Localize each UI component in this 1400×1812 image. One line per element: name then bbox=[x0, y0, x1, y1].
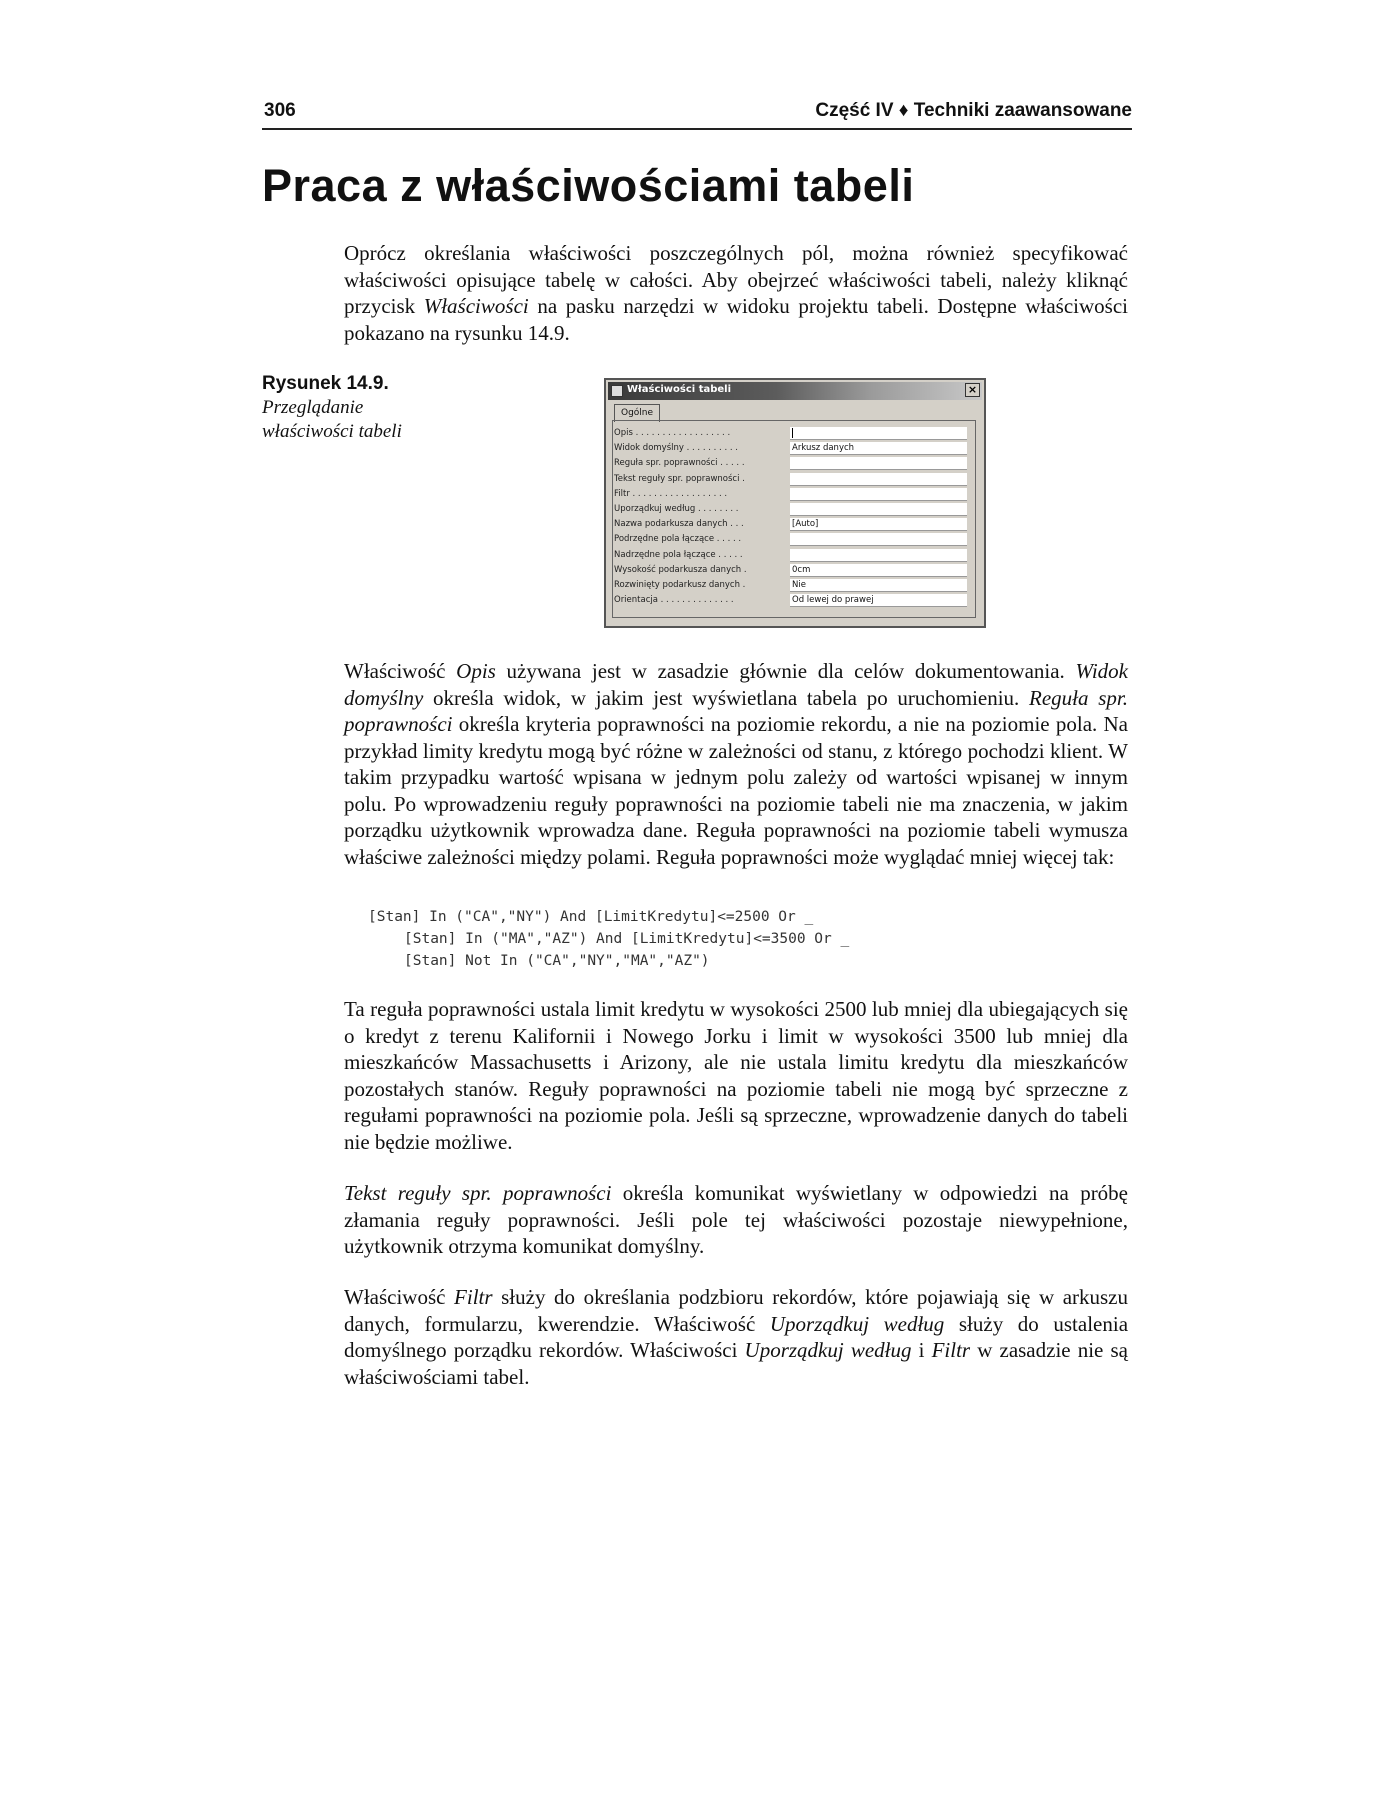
italic-term: Uporządkuj według bbox=[769, 1311, 945, 1336]
text-run: Właściwość bbox=[344, 659, 457, 683]
dialog-title: Właściwości tabeli bbox=[627, 384, 732, 395]
property-value-field[interactable]: Nie bbox=[790, 579, 967, 592]
property-label: Nadrzędne pola łączące . . . . . bbox=[614, 549, 743, 560]
text-run: na pasku narzędzi w widoku projektu tabeli. Dostępne właściwości pokazano na rysunku 14.9. bbox=[344, 294, 1128, 345]
close-icon[interactable]: × bbox=[965, 383, 980, 397]
window-icon bbox=[611, 385, 623, 397]
code-line: [Stan] In ("MA","AZ") And [LimitKredytu]<=3500 Or _ bbox=[404, 931, 850, 947]
property-value-field[interactable] bbox=[790, 473, 967, 486]
property-label: Rozwinięty podarkusz danych . bbox=[614, 580, 746, 590]
italic-term: Widok domyślny bbox=[344, 659, 1128, 710]
code-line: [Stan] Not In ("CA","NY","MA","AZ") bbox=[404, 953, 710, 969]
text-run: Ta reguła poprawności ustala limit kredytu w wysokości 2500 lub mniej dla ubiegających się o kredyt z terenu Kalifornii i Nowego Jorku i limit w wysokości 3500 lub mniej dla mieszkańców Massachusetts i Arizony, ale nie ustala limitu kredytu dla mieszkańców pozostałych stanów. Reguły poprawności na poziomie tabeli nie mogą być sprzeczne z regułami poprawności na poziomie pola. Jeśli są sprzeczne, wprowadzenie danych do tabeli nie będzie możliwe. bbox=[344, 997, 1128, 1154]
dialog-titlebar bbox=[608, 382, 982, 400]
property-value-field[interactable] bbox=[790, 549, 967, 562]
text-run: i bbox=[911, 1338, 932, 1362]
property-row bbox=[614, 563, 974, 578]
italic-term: Tekst reguły spr. poprawności bbox=[344, 1181, 612, 1205]
property-row bbox=[614, 593, 974, 608]
property-label: Filtr . . . . . . . . . . . . . . . . . . bbox=[614, 488, 728, 499]
part-title: Część IV ♦ Techniki zaawansowane bbox=[815, 100, 1132, 121]
property-row bbox=[614, 426, 974, 441]
running-header bbox=[262, 98, 1132, 130]
paragraph-4 bbox=[344, 1180, 1128, 1260]
property-value-field[interactable]: 0cm bbox=[790, 564, 967, 577]
property-row bbox=[614, 472, 974, 487]
paragraph-2 bbox=[344, 658, 1128, 870]
property-label: Uporządkuj według . . . . . . . . bbox=[614, 504, 739, 514]
text-run: Oprócz określania właściwości poszczególnych pól, można również specyfikować właściwości opisujące tabelę w całości. Aby obejrzeć właściwości tabeli, należy kliknąć przycisk bbox=[344, 241, 1128, 318]
property-value-field[interactable]: Od lewej do prawej bbox=[790, 594, 967, 607]
property-value-field[interactable] bbox=[790, 488, 967, 501]
property-value-field[interactable] bbox=[790, 503, 967, 516]
property-label: Orientacja . . . . . . . . . . . . . . bbox=[614, 595, 734, 606]
property-row bbox=[614, 502, 974, 517]
property-label: Podrzędne pola łączące . . . . . bbox=[614, 534, 742, 545]
property-value-field[interactable] bbox=[790, 457, 967, 470]
tab-general[interactable]: Ogólne bbox=[614, 404, 660, 422]
paragraph-5 bbox=[344, 1284, 1128, 1390]
property-row bbox=[614, 517, 974, 532]
italic-term: Właściwości bbox=[423, 294, 529, 318]
text-run: używana jest w zasadzie głównie dla celów dokumentowania. bbox=[495, 659, 1076, 683]
text-cursor bbox=[792, 428, 793, 438]
property-row bbox=[614, 487, 974, 502]
property-value-field[interactable]: Arkusz danych bbox=[790, 442, 967, 455]
property-label: Reguła spr. poprawności . . . . . bbox=[614, 458, 745, 469]
italic-term: Reguła spr. poprawności bbox=[344, 685, 1128, 736]
italic-term: Filtr bbox=[454, 1285, 493, 1309]
property-label: Nazwa podarkusza danych . . . bbox=[614, 519, 744, 530]
property-value-field[interactable]: [Auto] bbox=[790, 518, 967, 531]
paragraph-3 bbox=[344, 996, 1128, 1155]
italic-term: Opis bbox=[456, 659, 496, 683]
property-label: Widok domyślny . . . . . . . . . . bbox=[614, 443, 738, 454]
page-number: 306 bbox=[264, 100, 296, 121]
property-row bbox=[614, 532, 974, 547]
property-row bbox=[614, 456, 974, 471]
figure-label: Rysunek 14.9. bbox=[262, 373, 389, 394]
text-run: określa kryteria poprawności na poziomie rekordu, a nie na poziomie pola. Na przykład limity kredytu mogą być różne w zależności od stanu, z którego pochodzi klient. W takim przypadku wartość wpisana w jednym polu zależy od wartości wpisanej w innym polu. Po wprowadzeniu reguły poprawności na poziomie tabeli nie ma znaczenia, w jakim porządku użytkownik wprowadza dane. Reguła poprawności na poziomie tabeli wymusza właściwe zależności między polami. Reguła poprawności może wyglądać mniej więcej tak: bbox=[344, 712, 1128, 869]
property-value-field[interactable] bbox=[790, 427, 967, 440]
text-run: określa komunikat wyświetlany w odpowiedzi na próbę złamania reguły poprawności. Jeśli pole tej właściwości pozostaje niewypełnione, użytkownik otrzyma komunikat domyślny. bbox=[344, 1181, 1129, 1258]
section-title: Praca z właściwościami tabeli bbox=[262, 160, 915, 211]
property-row bbox=[614, 548, 974, 563]
table-properties-dialog bbox=[604, 378, 986, 628]
intro-paragraph bbox=[344, 240, 1128, 346]
text-run: służy do określania podzbioru rekordów, które pojawiają się w arkuszu danych, formularzu, kwerendzie. Właściwość bbox=[344, 1285, 1128, 1336]
property-value-field[interactable] bbox=[790, 533, 967, 546]
property-row bbox=[614, 578, 974, 593]
property-label: Wysokość podarkusza danych . bbox=[614, 564, 747, 575]
figure-caption bbox=[262, 372, 412, 444]
italic-term: Filtr bbox=[931, 1338, 971, 1362]
property-row bbox=[614, 441, 974, 456]
text-run: określa widok, w jakim jest wyświetlana tabela po uruchomieniu. bbox=[423, 685, 1030, 710]
text-run: służy do ustalenia domyślnego porządku rekordów. Właściwości bbox=[344, 1311, 1129, 1362]
property-label: Opis . . . . . . . . . . . . . . . . . . bbox=[614, 428, 731, 438]
text-run: Właściwość bbox=[344, 1285, 455, 1309]
code-listing bbox=[368, 906, 849, 972]
property-label: Tekst reguły spr. poprawności . bbox=[614, 473, 745, 484]
italic-term: Uporządkuj według bbox=[744, 1338, 912, 1362]
figure-caption-text: Przeglądanie właściwości tabeli bbox=[262, 397, 402, 442]
text-run: w zasadzie nie są właściwościami tabel. bbox=[344, 1338, 1128, 1389]
code-line: [Stan] In ("CA","NY") And [LimitKredytu]<=2500 Or _ bbox=[368, 909, 814, 925]
